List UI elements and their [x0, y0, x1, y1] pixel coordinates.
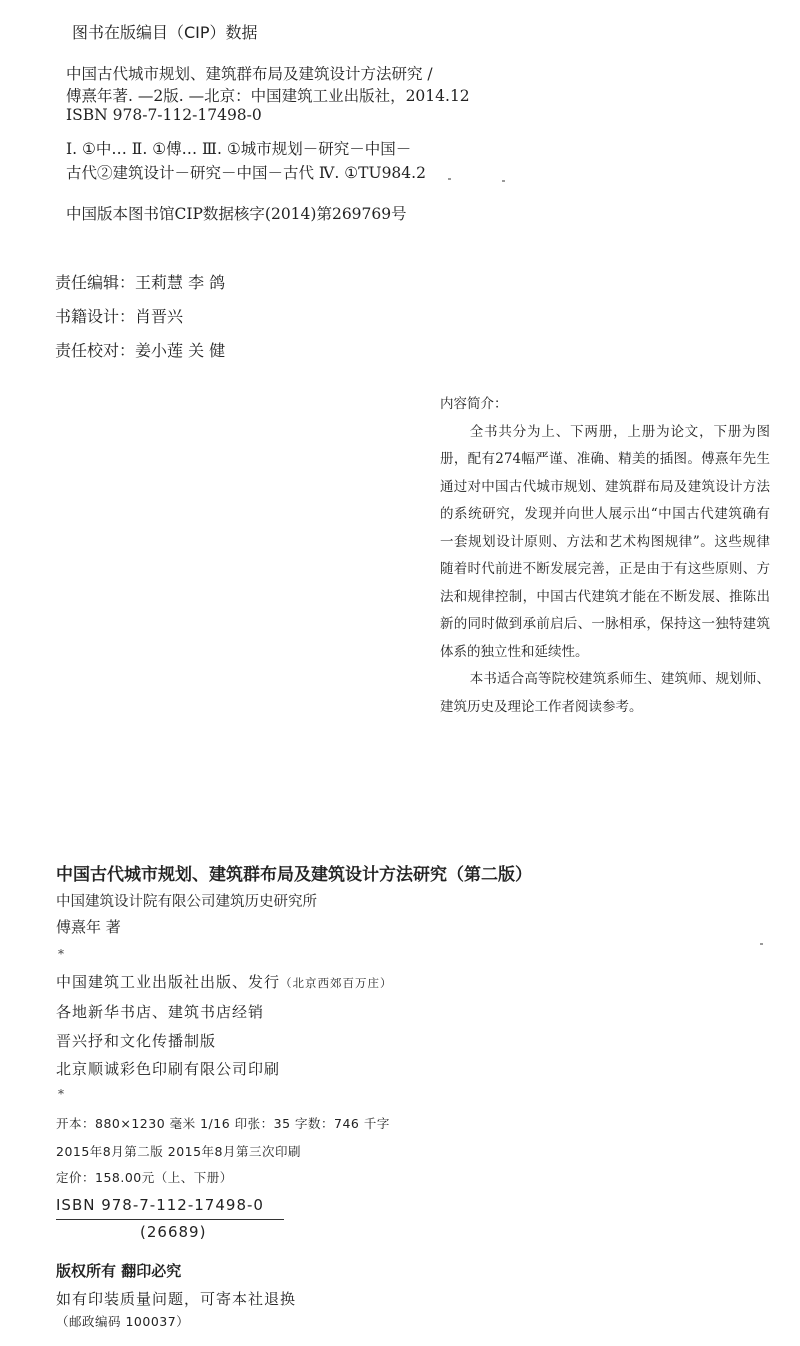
- cip-verification: 中国版本图书馆CIP数据核字(2014)第269769号: [66, 205, 407, 223]
- scan-speck: [448, 178, 451, 180]
- summary-heading: 内容简介：: [440, 396, 508, 412]
- format-info: 开本：880×1230 毫米 1/16 印张：35 字数：746 千字: [56, 1116, 390, 1131]
- cip-title: 图书在版编目（CIP）数据: [72, 23, 258, 42]
- postal-code: （邮政编码 100037）: [56, 1314, 190, 1329]
- scan-speck: [760, 943, 763, 945]
- content-summary: [440, 391, 770, 721]
- credit-editor: 责任编辑：王莉慧 李 鸽: [55, 273, 226, 292]
- publisher: [56, 971, 393, 992]
- summary-paragraph-2: 本书适合高等院校建筑系师生、建筑师、规划师、建筑历史及理论工作者阅读参考。: [440, 671, 770, 715]
- copyright: 版权所有 翻印必究: [56, 1262, 182, 1280]
- author: 傅熹年 著: [56, 918, 121, 936]
- institute: 中国建筑设计院有限公司建筑历史研究所: [56, 894, 317, 910]
- separator-star: *: [58, 947, 64, 961]
- scan-speck: [502, 180, 505, 182]
- isbn: ISBN 978-7-112-17498-0: [56, 1196, 264, 1214]
- isbn-divider: [56, 1219, 284, 1220]
- distribution: 各地新华书店、建筑书店经销: [56, 1003, 265, 1021]
- catalog-number: (26689): [140, 1223, 207, 1241]
- publisher-address: （北京西郊百万庄）: [280, 976, 393, 990]
- return-note: 如有印装质量问题，可寄本社退换: [56, 1290, 297, 1308]
- credit-proofreader: 责任校对：姜小莲 关 健: [55, 341, 226, 360]
- printing: 北京顺诚彩色印刷有限公司印刷: [56, 1060, 281, 1078]
- edition-info: 2015年8月第二版 2015年8月第三次印刷: [56, 1144, 302, 1159]
- typesetting: 晋兴抒和文化传播制版: [56, 1032, 217, 1050]
- separator-star: *: [58, 1087, 64, 1101]
- publisher-name: 中国建筑工业出版社出版、发行: [56, 973, 281, 991]
- summary-paragraph-1: 全书共分为上、下两册，上册为论文，下册为图册，配有274幅严谨、准确、精美的插图。傅熹年先生通过对中国古代城市规划、建筑群布局及建筑设计方法的系统研究，发现并向世人展示出“中国古代建筑确有一套规划设计原则、方法和艺术构图规律”。这些规律随着时代前进不断发展完善，正是由于有这些原则、方法和规律控制，中国古代建筑才能在不断发展、推陈出新的同时做到承前启后、一脉相承，保持这一独特建筑体系的独立性和延续性。: [440, 423, 770, 660]
- price: 定价：158.00元（上、下册）: [56, 1170, 233, 1185]
- cip-line-classification: Ⅰ. ①中… Ⅱ. ①傅… Ⅲ. ①城市规划－研究－中国－: [66, 140, 412, 158]
- credit-designer: 书籍设计：肖晋兴: [55, 307, 184, 326]
- cip-line-title: 中国古代城市规划、建筑群布局及建筑设计方法研究 /: [66, 65, 433, 83]
- cip-line-isbn: ISBN 978-7-112-17498-0: [66, 106, 262, 124]
- cip-line-classification-cont: 古代②建筑设计－研究－中国－古代 Ⅳ. ①TU984.2: [66, 164, 426, 182]
- book-title: 中国古代城市规划、建筑群布局及建筑设计方法研究（第二版）: [56, 865, 532, 885]
- cip-line-author: 傅熹年著. —2版. —北京：中国建筑工业出版社，2014.12: [66, 87, 470, 105]
